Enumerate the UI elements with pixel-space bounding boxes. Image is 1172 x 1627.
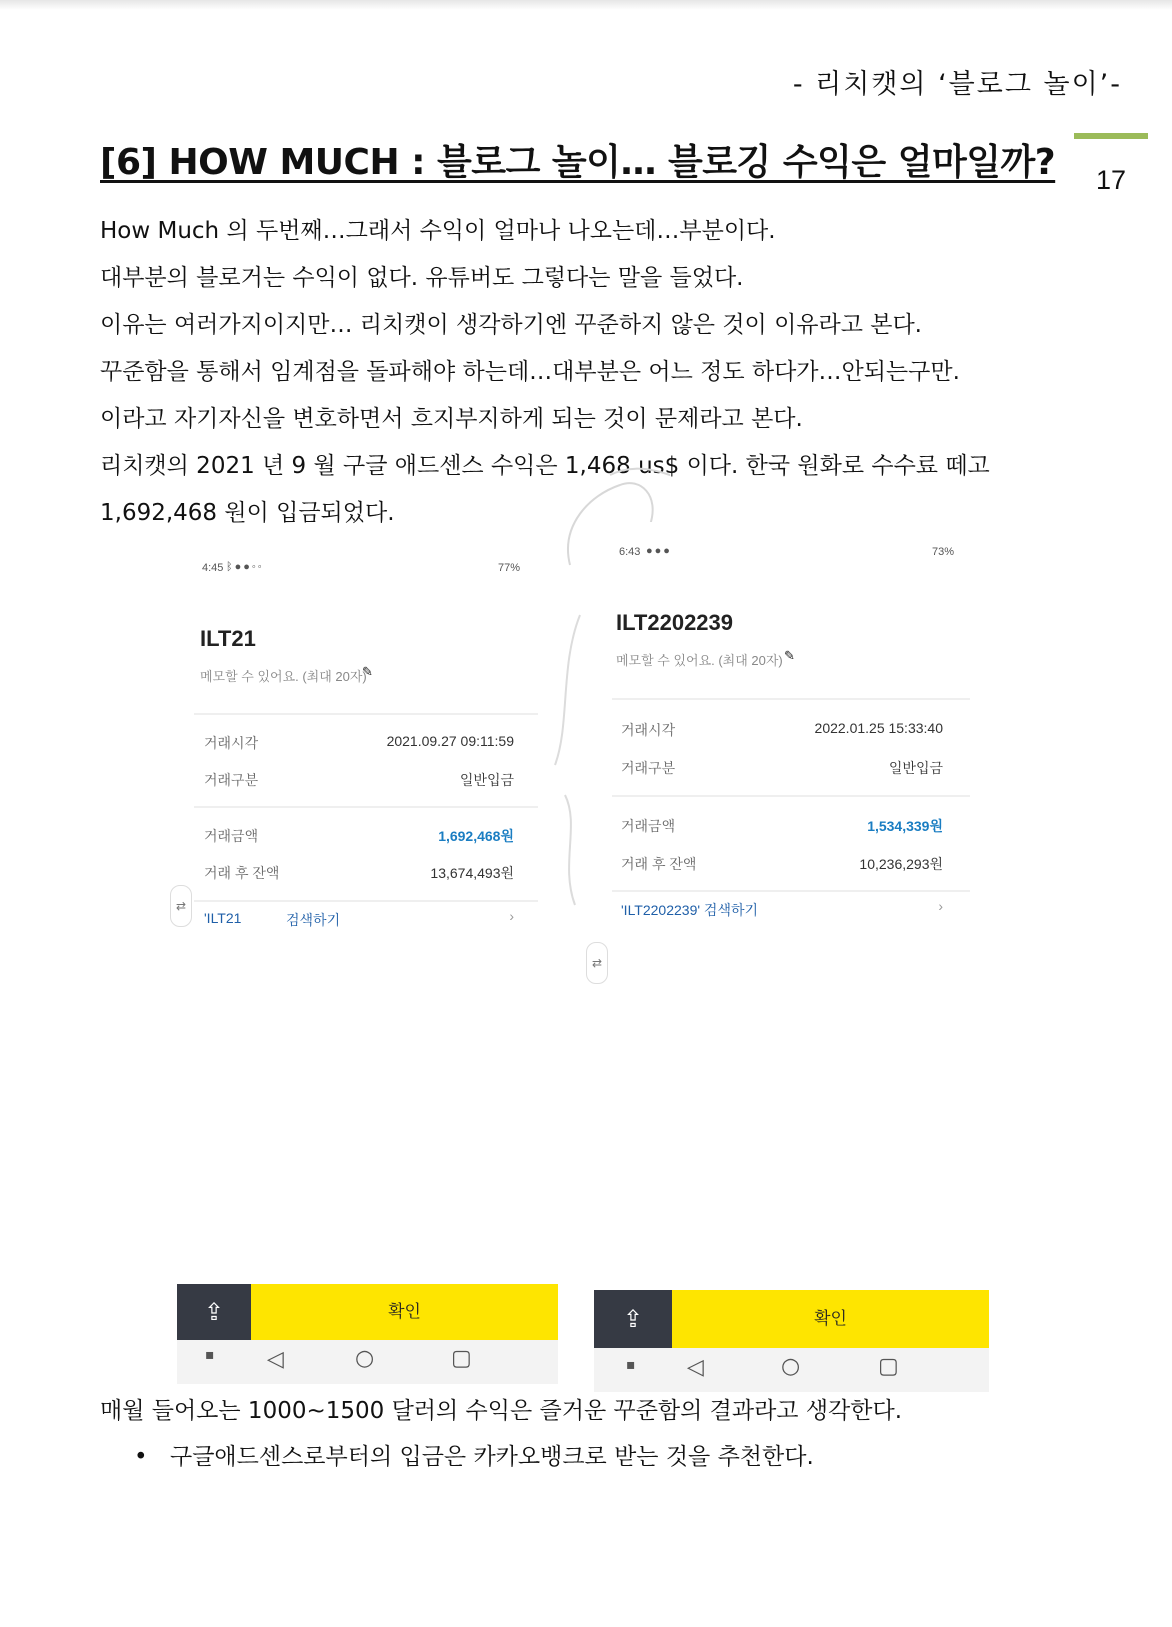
row-value: 2021.09.27 09:11:59: [386, 733, 514, 749]
row-value: 일반입금: [888, 760, 943, 776]
confirm-button-right[interactable]: 확인: [672, 1290, 989, 1348]
bullet-item: [134, 1438, 814, 1471]
row-value: 10,236,293원: [859, 856, 943, 872]
search-link-action[interactable]: 검색하기: [286, 912, 341, 928]
paragraph: 꾸준함을 통해서 임계점을 돌파해야 하는데…대부분은 어느 정도 하다가…안되는구만.: [100, 359, 960, 385]
search-link-name[interactable]: 'ILT21: [204, 910, 242, 926]
nav-home-icon[interactable]: ○: [781, 1354, 801, 1379]
nav-back-icon[interactable]: ◁: [687, 1355, 704, 1380]
nav-recent-icon[interactable]: ▢: [878, 1354, 899, 1379]
row-label: 거래 후 잔액: [204, 865, 280, 881]
row-label: 거래구분: [621, 760, 676, 776]
confirm-button-left[interactable]: 확인: [251, 1284, 558, 1340]
amount-value: 1,534,339원: [867, 818, 943, 834]
paragraph: 대부분의 블로거는 수익이 없다. 유튜버도 그렇다는 말을 들었다.: [100, 265, 744, 291]
pencil-icon[interactable]: ✎: [784, 648, 795, 663]
status-icons: ᛒ●●◦◦: [226, 561, 264, 573]
memo-hint[interactable]: 메모할 수 있어요. (최대 20자): [616, 653, 783, 668]
nav-dot-icon[interactable]: ▪: [205, 1347, 215, 1363]
android-navbar-left: [177, 1340, 558, 1384]
nav-home-icon[interactable]: ○: [355, 1346, 375, 1371]
paragraph: 리치캣의 2021 년 9 월 구글 애드센스 수익은 1,468 us$ 이다. 한국 원화로 수수료 떼고: [100, 453, 990, 479]
status-icons: ●●●: [646, 545, 672, 557]
page-number: 17: [1096, 165, 1127, 195]
paragraph: How Much 의 두번째…그래서 수익이 얼마나 나오는데…부분이다.: [100, 218, 776, 244]
caption-text: 매월 들어오는 1000~1500 달러의 수익은 즐거운 꾸준함의 결과라고 생각한다.: [100, 1398, 903, 1424]
row-label: 거래 후 잔액: [621, 856, 697, 872]
accent-bar: [1074, 133, 1148, 139]
swap-handle-left[interactable]: ⇄: [170, 885, 192, 927]
row-value: 2022.01.25 15:33:40: [814, 720, 943, 736]
share-button-right[interactable]: [594, 1290, 672, 1348]
divider: [194, 713, 538, 715]
top-shade: [0, 0, 1172, 10]
divider: [612, 698, 970, 700]
row-value: 일반입금: [459, 772, 514, 788]
divider: [194, 900, 538, 902]
paragraph: 이라고 자기자신을 변호하면서 흐지부지하게 되는 것이 문제라고 본다.: [100, 406, 803, 432]
status-battery: 77%: [498, 562, 521, 574]
account-name: ILT2202239: [616, 610, 734, 635]
row-label: 거래시각: [204, 735, 259, 751]
paragraph: 1,692,468 원이 입금되었다.: [100, 500, 395, 526]
status-time: 6:43: [619, 546, 641, 558]
row-label: 거래금액: [204, 828, 259, 844]
divider: [612, 890, 970, 892]
bank-screenshot-left: [180, 538, 538, 933]
bullet-dot: •: [134, 1444, 148, 1470]
section-title: [6] HOW MUCH : 블로그 놀이… 블로깅 수익은 얼마일까?: [100, 142, 1056, 183]
row-value: 13,674,493원: [430, 865, 514, 881]
divider: [612, 795, 970, 797]
amount-value: 1,692,468원: [438, 828, 514, 844]
nav-recent-icon[interactable]: ▢: [451, 1346, 472, 1371]
chevron-right-icon[interactable]: ›: [509, 908, 514, 924]
nav-back-icon[interactable]: ◁: [267, 1347, 284, 1372]
search-link[interactable]: 'ILT2202239' 검색하기: [621, 902, 759, 918]
status-battery: 73%: [932, 546, 955, 558]
account-name: ILT21: [200, 626, 256, 651]
running-header: - 리치캣의 ‘블로그 놀이’-: [792, 69, 1122, 100]
share-icon: ⇪: [203, 1298, 225, 1326]
share-icon: ⇪: [622, 1305, 644, 1333]
row-label: 거래시각: [621, 722, 676, 738]
paragraph: 이유는 여러가지이지만… 리치캣이 생각하기엔 꾸준하지 않은 것이 이유라고 본다.: [100, 312, 922, 338]
status-time: 4:45: [202, 562, 224, 574]
pencil-icon[interactable]: ✎: [362, 664, 373, 679]
memo-hint[interactable]: 메모할 수 있어요. (최대 20자): [200, 669, 367, 684]
row-label: 거래금액: [621, 818, 676, 834]
share-button-left[interactable]: [177, 1284, 251, 1340]
row-label: 거래구분: [204, 772, 259, 788]
nav-dot-icon[interactable]: ▪: [626, 1357, 636, 1373]
bullet-text: 구글애드센스로부터의 입금은 카카오뱅크로 받는 것을 추천한다.: [170, 1444, 814, 1470]
swap-handle-right[interactable]: ⇄: [586, 942, 608, 984]
chevron-right-icon[interactable]: ›: [938, 898, 943, 914]
divider: [194, 806, 538, 808]
android-navbar-right: [594, 1348, 989, 1392]
bank-screenshot-right: [594, 522, 970, 942]
